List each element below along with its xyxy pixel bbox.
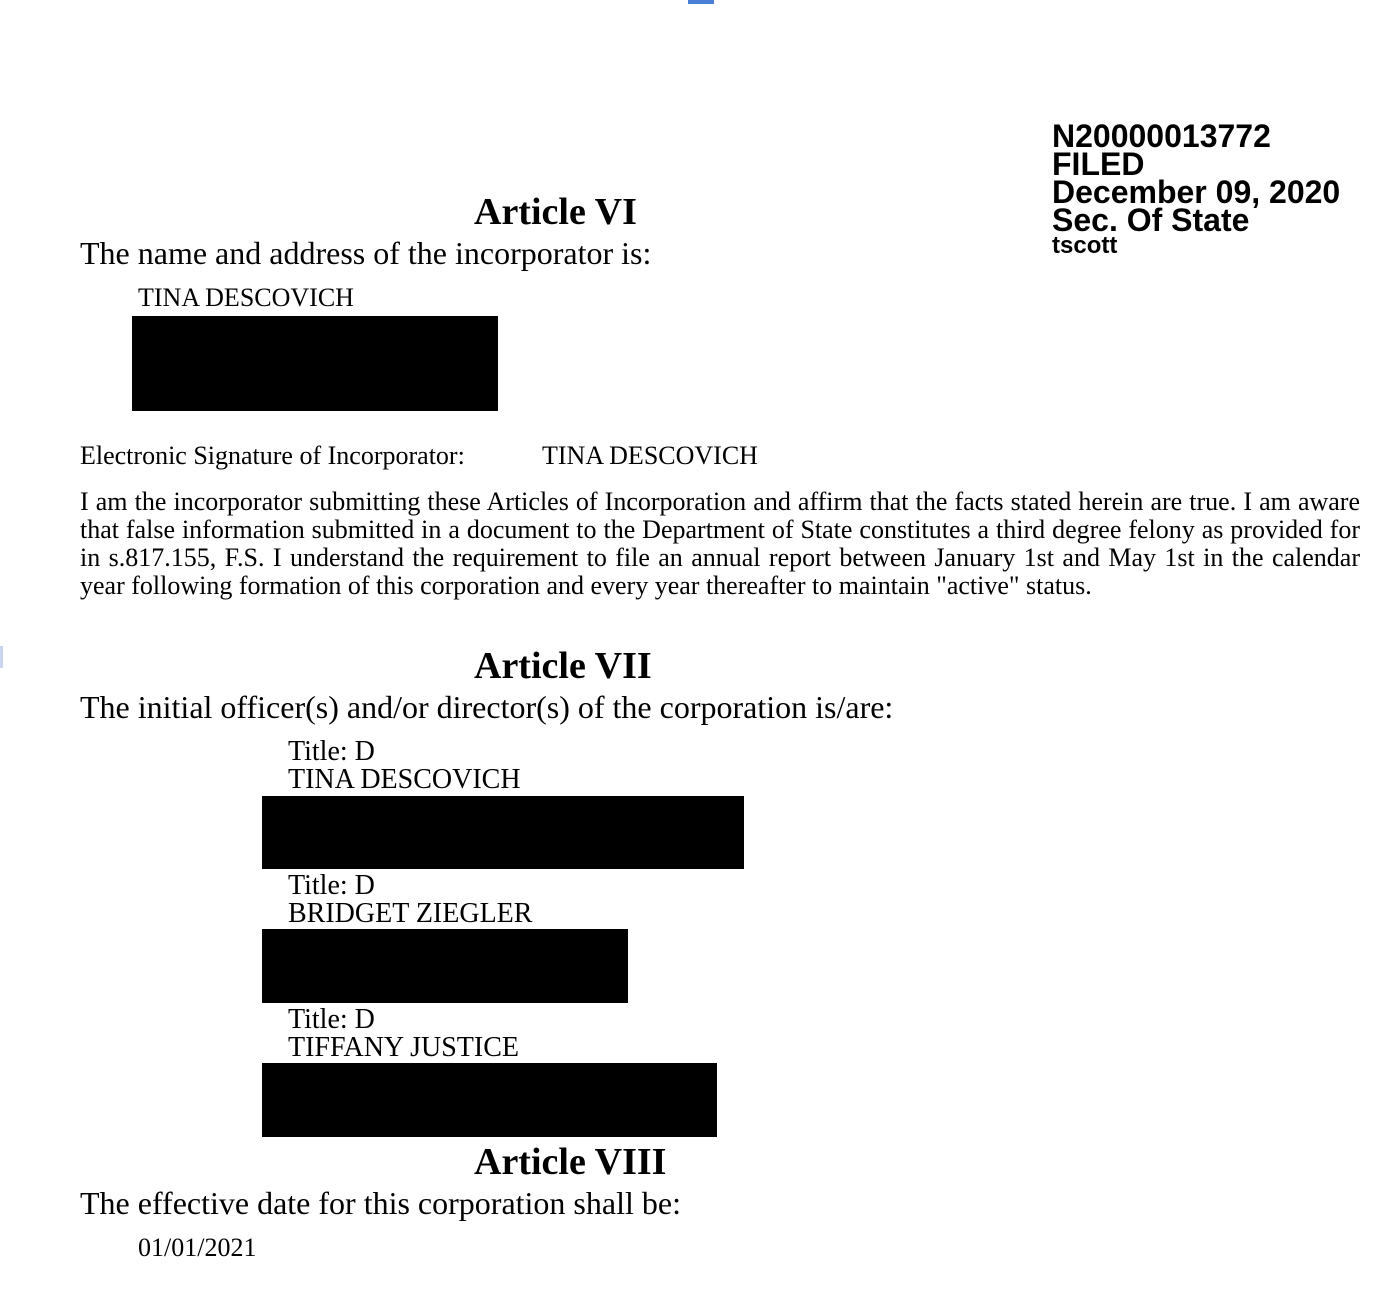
stamp-document-number: N20000013772 [1052,118,1271,154]
officer-3-name: TIFFANY JUSTICE [288,1032,520,1063]
signature-name: TINA DESCOVICH [542,441,758,470]
article-7-heading: Article VII [474,645,652,687]
officer-1-title: Title: D [288,736,375,767]
redacted-officer-1-address [262,796,744,869]
officer-2-name: BRIDGET ZIEGLER [288,898,533,929]
stamp-clerk: tscott [1052,232,1118,259]
stamp-status: FILED [1052,146,1145,182]
article-6-heading: Article VI [474,191,637,233]
redacted-officer-2-address [262,929,628,1003]
effective-date: 01/01/2021 [138,1233,257,1262]
top-edge-mark [688,0,714,4]
redacted-officer-3-address [262,1063,717,1137]
article-8-intro: The effective date for this corporation shall be: [80,1185,681,1221]
article-6-intro: The name and address of the incorporator is: [80,235,652,271]
officer-3-title: Title: D [288,1004,375,1035]
signature-label: Electronic Signature of Incorporator: [80,441,465,470]
article-7-intro: The initial officer(s) and/or director(s) of the corporation is/are: [80,689,894,725]
article-8-heading: Article VIII [474,1141,667,1183]
filing-stamp [1052,118,1341,259]
redacted-incorporator-address [132,316,498,411]
left-edge-mark [0,646,3,668]
stamp-office: Sec. Of State [1052,202,1250,238]
stamp-date: December 09, 2020 [1052,174,1341,210]
officer-2-title: Title: D [288,870,375,901]
incorporator-affirmation: I am the incorporator submitting these Articles of Incorporation and affirm that the facts stated herein are true. I am aware that false information submitted in a document to the Department of State constitutes a third degree felony as provided for in s.817.155, F.S. I understand the requirement to file an annual report between January 1st and May 1st in the calendar year following formation of this corporation and every year thereafter to maintain "active" status. [80,487,1360,600]
officer-1-name: TINA DESCOVICH [288,764,521,795]
incorporator-name: TINA DESCOVICH [138,283,354,312]
